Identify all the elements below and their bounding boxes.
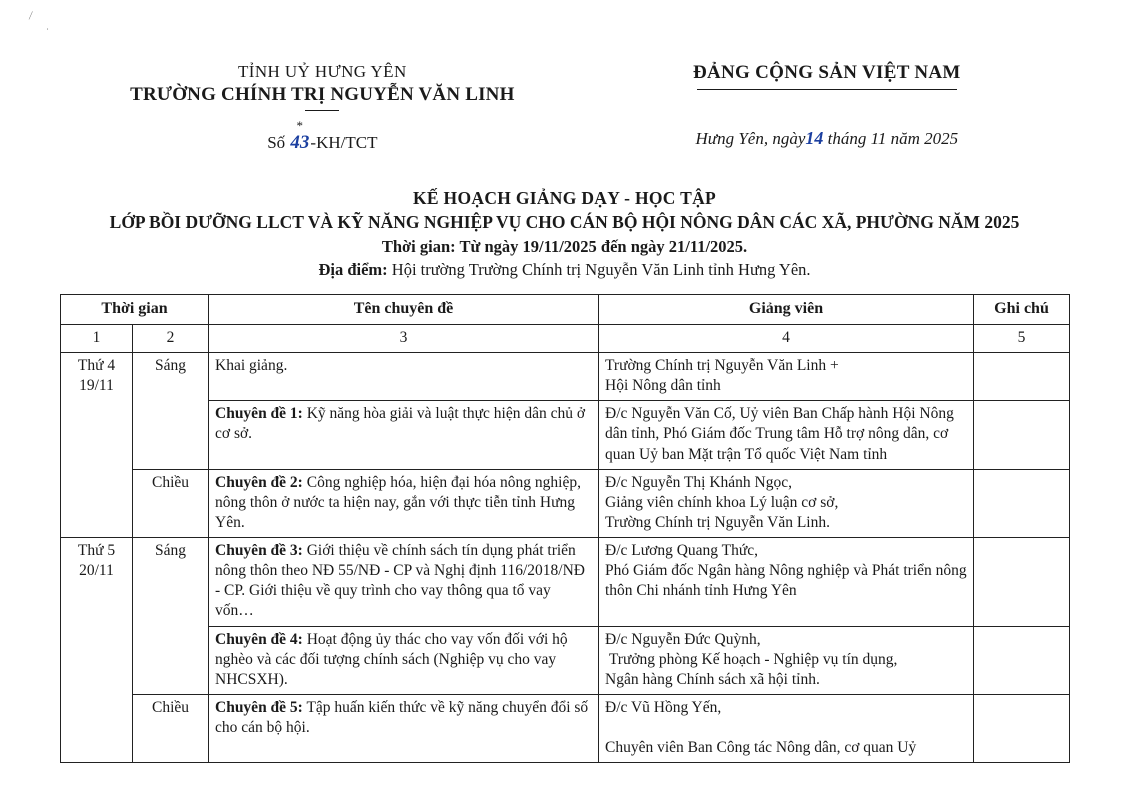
column-number-5: 5 <box>974 324 1070 352</box>
course-place-label: Địa điểm: <box>318 260 388 279</box>
session-label: Chiều <box>151 473 190 491</box>
session-label: Chiều <box>151 699 190 717</box>
topic-cell-4 <box>209 626 599 694</box>
topic-cell-5 <box>209 695 599 763</box>
page-subtitle: LỚP BỒI DƯỠNG LLCT VÀ KỸ NĂNG NGHIỆP VỤ CHO CÁN BỘ HỘI NÔNG DÂN CÁC XÃ, PHƯỜNG NĂM 2025 <box>109 212 1020 232</box>
session-cell-afternoon-1 <box>133 469 209 537</box>
teacher-cell-3: Đ/c Lương Quang Thức, Phó Giám đốc Ngân hàng Nông nghiệp và Phát triển nông thôn Chi nhánh tỉnh Hưng Yên <box>599 538 974 627</box>
asterisk-mark: * <box>296 118 303 133</box>
party-slogan-label: ĐẢNG CỘNG SẢN VIỆT NAM <box>692 62 961 83</box>
document-number-prefix: Số <box>267 133 286 152</box>
teacher-cell-1: Đ/c Nguyễn Văn Cố, Uỷ viên Ban Chấp hành Hội Nông dân tỉnh, Phó Giám đốc Trung tâm Hỗ trợ nông dân, cơ quan Uỷ ban Mặt trận Tổ quốc Việt Nam tỉnh <box>599 401 974 469</box>
topic-label-2: Chuyên đề 2: <box>215 473 303 491</box>
issuing-organization-block <box>60 62 585 154</box>
session-label: Sáng <box>155 356 186 374</box>
session-label: Sáng <box>155 542 186 560</box>
column-number-2: 2 <box>133 324 209 352</box>
topic-text-2: Công nghiệp hóa, hiện đại hóa nông nghiệp, nông thôn ở nước ta hiện nay, gắn với thực tiễn tỉnh Hưng Yên. <box>215 473 581 531</box>
table-row <box>61 469 1070 537</box>
table-row <box>61 352 1070 400</box>
day-label-line2: 20/11 <box>79 562 114 580</box>
day-cell-thu4 <box>61 352 133 537</box>
topic-text-3: Giới thiệu về chính sách tín dụng phát triển nông thôn theo NĐ 55/NĐ - CP và Nghị định 116/2018/NĐ - CP. Giới thiệu về quy trình cho vay thông qua tổ vay vốn… <box>215 542 585 620</box>
teacher-cell-opening: Trường Chính trị Nguyễn Văn Linh + Hội Nông dân tỉnh <box>599 352 974 400</box>
session-cell-afternoon-2 <box>133 695 209 763</box>
schedule-table <box>60 294 1070 763</box>
course-place-value: Hội trường Trường Chính trị Nguyễn Văn Linh tỉnh Hưng Yên. <box>391 260 811 279</box>
session-cell-morning-1 <box>133 352 209 469</box>
topic-cell-opening <box>209 352 599 400</box>
topic-label-4: Chuyên đề 4: <box>215 630 303 648</box>
topic-cell-2 <box>209 469 599 537</box>
topic-label-1: Chuyên đề 1: <box>215 405 303 423</box>
document-number-suffix: -KH/TCT <box>310 133 378 152</box>
topic-text-5: Tập huấn kiến thức về kỹ năng chuyển đổi số cho cán bộ hội. <box>215 699 589 737</box>
document-title-block <box>0 188 1129 280</box>
teacher-cell-4: Đ/c Nguyễn Đức Quỳnh, Trưởng phòng Kế hoạch - Nghiệp vụ tín dụng, Ngân hàng Chính sách xã hội tỉnh. <box>599 626 974 694</box>
schedule-table-body <box>61 352 1070 763</box>
column-header-teacher: Giảng viên <box>599 295 974 325</box>
day-label-line1: Thứ 4 <box>77 356 116 374</box>
document-header <box>0 0 1129 154</box>
column-header-note: Ghi chú <box>974 295 1070 325</box>
column-header-time: Thời gian <box>61 295 209 325</box>
table-row <box>61 695 1070 763</box>
day-label-line2: 19/11 <box>79 377 114 395</box>
column-number-3: 3 <box>209 324 599 352</box>
session-cell-morning-2 <box>133 538 209 695</box>
note-cell <box>974 695 1070 763</box>
topic-text: Khai giảng. <box>215 356 288 374</box>
teacher-cell-2: Đ/c Nguyễn Thị Khánh Ngọc, Giảng viên chính khoa Lý luận cơ sở, Trường Chính trị Nguyễn Văn Linh. <box>599 469 974 537</box>
column-number-1: 1 <box>61 324 133 352</box>
note-cell <box>974 538 1070 627</box>
school-name-label: TRƯỜNG CHÍNH TRỊ NGUYỄN VĂN LINH <box>130 84 515 105</box>
place-date-prefix: Hưng Yên, ngày <box>695 129 806 148</box>
note-cell <box>974 401 1070 469</box>
topic-text-1: Kỹ năng hòa giải và luật thực hiện dân chủ ở cơ sở. <box>215 405 586 443</box>
topic-text-4: Hoạt động ủy thác cho vay vốn đối với hộ nghèo và các đối tượng chính sách (Nghiệp vụ cho vay NHCSXH). <box>215 630 568 688</box>
course-place-line <box>0 260 1129 280</box>
note-cell <box>974 469 1070 537</box>
place-date-day: 14 <box>805 128 824 148</box>
topic-label-5: Chuyên đề 5: <box>215 699 303 717</box>
course-time-line <box>0 237 1129 257</box>
day-cell-thu5 <box>61 538 133 763</box>
course-time-label: Thời gian: <box>381 237 456 256</box>
topic-label-3: Chuyên đề 3: <box>215 542 303 560</box>
scan-artifact-mark: ⁄ <box>28 9 34 23</box>
province-party-label: TỈNH UỶ HƯNG YÊN <box>238 62 407 81</box>
national-heading-block <box>585 62 1069 149</box>
note-cell <box>974 352 1070 400</box>
table-row <box>61 401 1070 469</box>
teacher-cell-5: Đ/c Vũ Hồng Yến, Chuyên viên Ban Công tác Nông dân, cơ quan Uỷ <box>599 695 974 763</box>
day-label-line1: Thứ 5 <box>77 542 116 560</box>
document-number-value: 43 <box>290 132 310 153</box>
topic-cell-3 <box>209 538 599 627</box>
note-cell <box>974 626 1070 694</box>
column-number-4: 4 <box>599 324 974 352</box>
table-header-row <box>61 295 1070 325</box>
place-date-suffix: tháng 11 năm 2025 <box>827 129 959 148</box>
scan-artifact-dot: · <box>45 23 50 35</box>
schedule-table-wrapper <box>60 294 1069 763</box>
course-time-value: Từ ngày 19/11/2025 đến ngày 21/11/2025. <box>459 237 748 256</box>
table-row <box>61 538 1070 627</box>
column-header-topic: Tên chuyên đề <box>209 295 599 325</box>
document-number <box>60 132 585 154</box>
table-column-number-row <box>61 324 1070 352</box>
place-date-line <box>585 128 1069 149</box>
table-row <box>61 626 1070 694</box>
page-title: KẾ HOẠCH GIẢNG DẠY - HỌC TẬP <box>413 188 716 208</box>
topic-cell-1 <box>209 401 599 469</box>
